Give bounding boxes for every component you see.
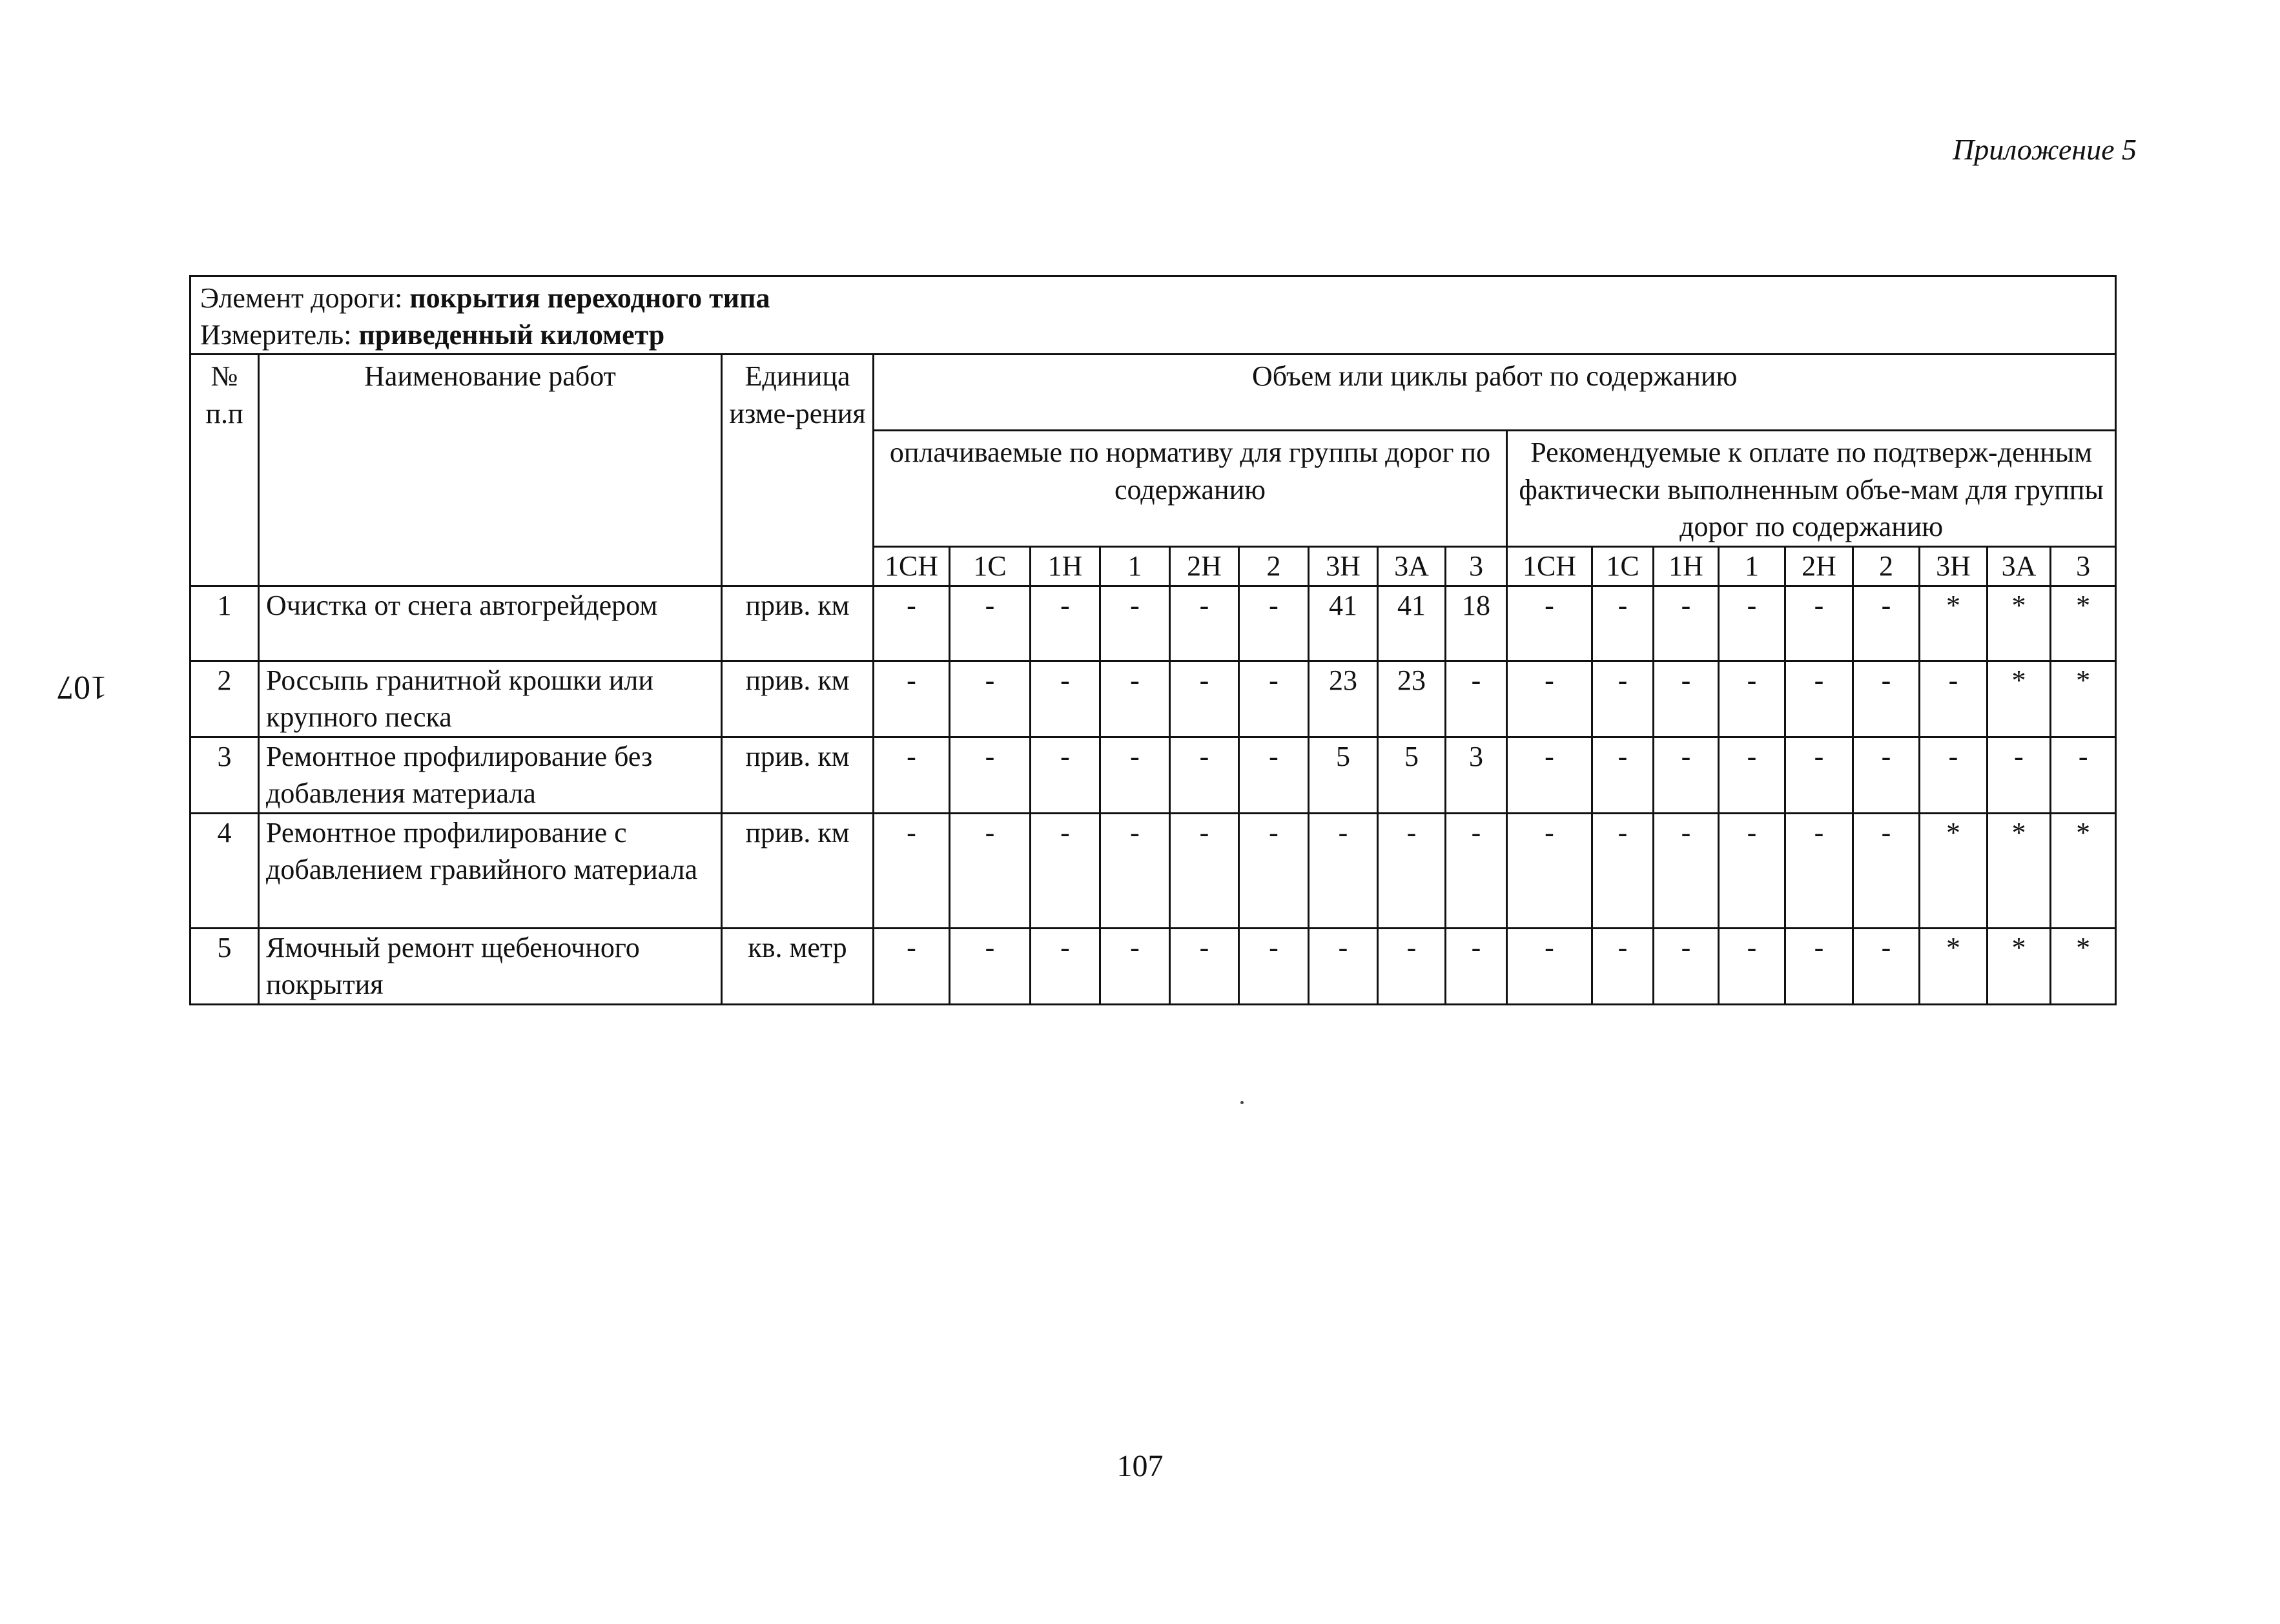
paid-value: -	[950, 586, 1031, 661]
paid-value: -	[1239, 586, 1309, 661]
recommended-value: -	[1592, 928, 1654, 1004]
paid-value: 18	[1446, 586, 1507, 661]
paid-value: -	[1239, 737, 1309, 813]
group-code-recommended: 3	[2051, 547, 2116, 586]
recommended-value: *	[2051, 928, 2116, 1004]
works-table	[189, 275, 2117, 1005]
paid-value: -	[1170, 737, 1239, 813]
recommended-value: *	[1920, 928, 1987, 1004]
group-code-recommended: 3Н	[1920, 547, 1987, 586]
recommended-value: -	[1654, 928, 1719, 1004]
unit: прив. км	[722, 813, 874, 928]
table-row	[190, 928, 2116, 1004]
work-name: Ремонтное профилирование без добавления материала	[259, 737, 722, 813]
paid-value: -	[950, 928, 1031, 1004]
meter-value: приведенный километр	[358, 319, 665, 351]
recommended-value: -	[1592, 586, 1654, 661]
recommended-value: *	[2051, 586, 2116, 661]
paid-value: -	[1170, 661, 1239, 737]
recommended-value: -	[1853, 586, 1920, 661]
recommended-value: -	[1853, 813, 1920, 928]
paid-value: 41	[1309, 586, 1378, 661]
paid-value: 23	[1378, 661, 1446, 737]
recommended-value: -	[1719, 928, 1785, 1004]
header-work-name: Наименование работ	[259, 355, 722, 586]
group-code-recommended: 1С	[1592, 547, 1654, 586]
group-code-recommended: 2	[1853, 547, 1920, 586]
recommended-value: -	[1719, 813, 1785, 928]
table-meta-cell	[190, 276, 2116, 355]
row-number: 3	[190, 737, 259, 813]
recommended-value: -	[2051, 737, 2116, 813]
unit: прив. км	[722, 586, 874, 661]
recommended-value: *	[1987, 586, 2051, 661]
recommended-value: *	[1920, 586, 1987, 661]
recommended-value: -	[1987, 737, 2051, 813]
table-row	[190, 661, 2116, 737]
recommended-value: *	[2051, 813, 2116, 928]
paid-value: 3	[1446, 737, 1507, 813]
paid-value: -	[1239, 661, 1309, 737]
row-number: 2	[190, 661, 259, 737]
recommended-value: -	[1654, 586, 1719, 661]
recommended-value: -	[1719, 661, 1785, 737]
work-name: Очистка от снега автогрейдером	[259, 586, 722, 661]
recommended-value: *	[2051, 661, 2116, 737]
group-code-paid: 2	[1239, 547, 1309, 586]
paid-value: -	[950, 737, 1031, 813]
header-unit: Единица изме-рения	[722, 355, 874, 586]
paid-value: -	[1031, 661, 1100, 737]
paid-value: -	[1446, 661, 1507, 737]
recommended-value: -	[1785, 928, 1853, 1004]
recommended-value: -	[1785, 737, 1853, 813]
paid-value: -	[1378, 928, 1446, 1004]
work-name: Ямочный ремонт щебеночного покрытия	[259, 928, 722, 1004]
header-row-volume	[190, 355, 2116, 431]
paid-value: -	[874, 737, 950, 813]
appendix-label: Приложение 5	[1952, 133, 2137, 166]
group-code-recommended: 1	[1719, 547, 1785, 586]
group-code-paid: 1	[1100, 547, 1170, 586]
paid-value: -	[1170, 813, 1239, 928]
paid-value: -	[1170, 586, 1239, 661]
recommended-value: -	[1853, 661, 1920, 737]
paid-value: 5	[1309, 737, 1378, 813]
paid-value: -	[1100, 737, 1170, 813]
group-code-recommended: 1Н	[1654, 547, 1719, 586]
row-number: 1	[190, 586, 259, 661]
road-element-label: Элемент дороги:	[200, 282, 410, 314]
recommended-value: -	[1592, 737, 1654, 813]
paid-value: -	[950, 813, 1031, 928]
table-row	[190, 737, 2116, 813]
paid-value: -	[1100, 813, 1170, 928]
paid-value: -	[874, 661, 950, 737]
group-code-recommended: 1СН	[1507, 547, 1592, 586]
recommended-value: -	[1853, 928, 1920, 1004]
table-row	[190, 813, 2116, 928]
paid-value: 23	[1309, 661, 1378, 737]
scan-speck	[1240, 1101, 1244, 1104]
recommended-value: -	[1654, 661, 1719, 737]
recommended-value: -	[1654, 737, 1719, 813]
group-code-paid: 2Н	[1170, 547, 1239, 586]
work-name: Ремонтное профилирование с добавлением гравийного материала	[259, 813, 722, 928]
group-code-paid: 3	[1446, 547, 1507, 586]
group-code-paid: 1Н	[1031, 547, 1100, 586]
works-table-container	[189, 275, 2117, 1005]
recommended-value: *	[1987, 928, 2051, 1004]
recommended-value: -	[1719, 586, 1785, 661]
recommended-value: -	[1785, 813, 1853, 928]
recommended-value: -	[1507, 586, 1592, 661]
paid-value: -	[1309, 928, 1378, 1004]
paid-value: -	[1309, 813, 1378, 928]
recommended-value: -	[1507, 928, 1592, 1004]
table-row	[190, 586, 2116, 661]
page-number: 107	[1116, 1449, 1164, 1483]
paid-value: -	[1170, 928, 1239, 1004]
paid-value: -	[950, 661, 1031, 737]
paid-value: -	[1100, 661, 1170, 737]
paid-value: -	[1378, 813, 1446, 928]
recommended-value: *	[1987, 661, 2051, 737]
recommended-value: -	[1920, 661, 1987, 737]
group-code-paid: 3Н	[1309, 547, 1378, 586]
row-number: 4	[190, 813, 259, 928]
meter-line	[200, 316, 2106, 353]
header-number: № п.п	[190, 355, 259, 586]
header-recommended: Рекомендуемые к оплате по подтверж-денным фактически выполненным объе-мам для группы дорог по содержанию	[1507, 431, 2116, 547]
recommended-value: *	[1920, 813, 1987, 928]
paid-value: -	[1031, 586, 1100, 661]
paid-value: 41	[1378, 586, 1446, 661]
paid-value: -	[1446, 928, 1507, 1004]
header-paid-norm: оплачиваемые по нормативу для группы дорог по содержанию	[874, 431, 1507, 547]
recommended-value: *	[1987, 813, 2051, 928]
paid-value: -	[874, 928, 950, 1004]
paid-value: -	[1239, 928, 1309, 1004]
recommended-value: -	[1592, 661, 1654, 737]
recommended-value: -	[1785, 586, 1853, 661]
paid-value: -	[1100, 586, 1170, 661]
paid-value: -	[1031, 813, 1100, 928]
paid-value: -	[1031, 737, 1100, 813]
recommended-value: -	[1507, 661, 1592, 737]
recommended-value: -	[1654, 813, 1719, 928]
unit: прив. км	[722, 661, 874, 737]
group-code-paid: 1СН	[874, 547, 950, 586]
group-code-paid: 1С	[950, 547, 1031, 586]
recommended-value: -	[1853, 737, 1920, 813]
unit: кв. метр	[722, 928, 874, 1004]
row-number: 5	[190, 928, 259, 1004]
recommended-value: -	[1920, 737, 1987, 813]
header-volume: Объем или циклы работ по содержанию	[874, 355, 2116, 431]
paid-value: -	[1031, 928, 1100, 1004]
recommended-value: -	[1592, 813, 1654, 928]
paid-value: -	[1446, 813, 1507, 928]
recommended-value: -	[1507, 813, 1592, 928]
group-code-recommended: 3А	[1987, 547, 2051, 586]
recommended-value: -	[1507, 737, 1592, 813]
paid-value: -	[874, 586, 950, 661]
paid-value: -	[1100, 928, 1170, 1004]
paid-value: 5	[1378, 737, 1446, 813]
work-name: Россыпь гранитной крошки или крупного песка	[259, 661, 722, 737]
unit: прив. км	[722, 737, 874, 813]
paid-value: -	[874, 813, 950, 928]
side-page-number: 107	[57, 669, 107, 706]
recommended-value: -	[1719, 737, 1785, 813]
table-meta-row	[190, 276, 2116, 355]
road-element-line	[200, 280, 2106, 316]
paid-value: -	[1239, 813, 1309, 928]
meter-label: Измеритель:	[200, 319, 359, 351]
recommended-value: -	[1785, 661, 1853, 737]
road-element-value: покрытия переходного типа	[409, 282, 770, 314]
group-code-recommended: 2Н	[1785, 547, 1853, 586]
group-code-paid: 3А	[1378, 547, 1446, 586]
